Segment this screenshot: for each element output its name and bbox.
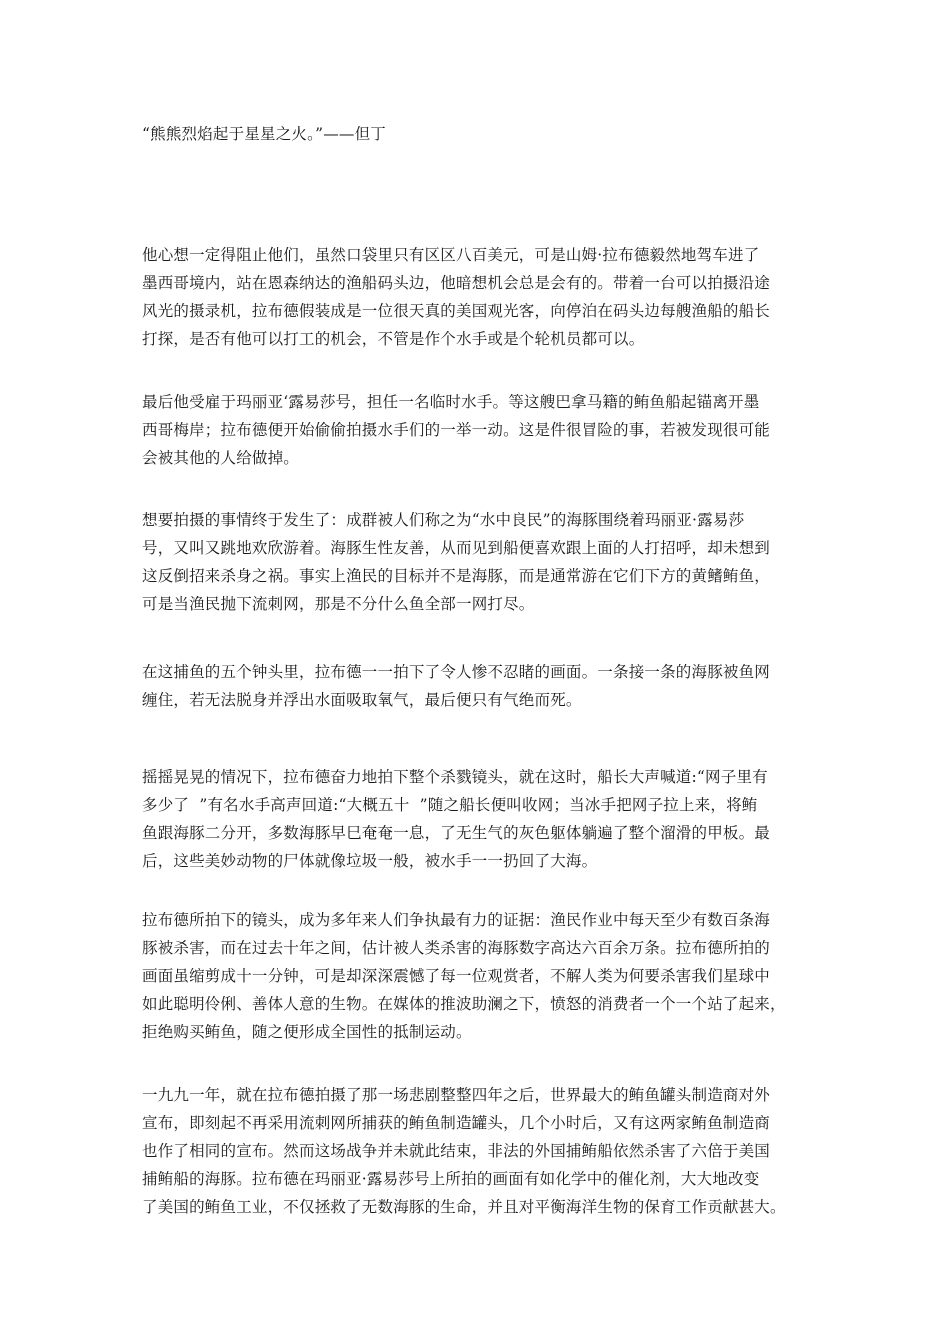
paragraph-4: 在这捕鱼的五个钟头里，拉布德一一拍下了令人惨不忍睹的画面。一条接一条的海豚被鱼网 缠住，若无法脱身并浮出水面吸取氧气，最后便只有气绝而死。	[142, 663, 771, 709]
paragraph-1: 他心想一定得阻止他们，虽然口袋里只有区区八百美元，可是山姆·拉布德毅然地驾车进了 墨西哥境内，站在恩森纳达的渔船码头边，他暗想机会总是会有的。带着一台可以拍摄沿途 风光的摄录机，拉布德假装成是一位很天真的美国观光客，向停泊在码头边每艘渔船的船长 打探，是否有他可以打工的机会，不管是作个水手或是个轮机员都可以。	[142, 246, 771, 348]
paragraph-7: 一九九一年，就在拉布德拍摄了那一场悲剧整整四年之后，世界最大的鲔鱼罐头制造商对外 宣布，即刻起不再采用流刺网所捕获的鲔鱼制造罐头，几个小时后，又有这两家鲔鱼制造商 也作了相同的宣布。然而这场战争并未就此结束，非法的外国捕鲔船依然杀害了六倍于美国 捕鲔船的海豚。拉布德在玛丽亚·露易莎号上所拍的画面有如化学中的催化剂，大大地改变 了美国的鲔鱼工业，不仅拯救了无数海豚的生命，并且对平衡海洋生物的保育工作贡献甚大。	[142, 1086, 786, 1216]
paragraph-6: 拉布德所拍下的镜头，成为多年来人们争执最有力的证据：渔民作业中每天至少有数百条海 豚被杀害，而在过去十年之间，估计被人类杀害的海豚数字高达六百余万条。拉布德所拍的 画面虽缩剪成十一分钟，可是却深深震憾了每一位观赏者，不解人类为何要杀害我们星球中 如此聪明伶俐、善体人意的生物。在媒体的推波助澜之下，愤怒的消费者一个一个站了起来， 拒绝购买鲔鱼，随之便形成全国性的抵制运动。	[142, 911, 786, 1041]
paragraph-5: 摇摇晃晃的情况下，拉布德奋力地拍下整个杀戮镜头，就在这时，船长大声喊道:“网子里有 多少了 ”有名水手高声回道:“大概五十 ”随之船长便叫收网；当冰手把网子拉上来，将鲔 鱼跟海豚二分开，多数海豚早巳奄奄一息，了无生气的灰色躯体躺遍了整个溜滑的甲板。最 后，这些美妙动物的尸体就像垃圾一般，被水手一一扔回了大海。	[142, 768, 771, 870]
paragraph-2: 最后他受雇于玛丽亚‘露易莎号，担任一名临时水手。等这艘巴拿马籍的鲔鱼船起锚离开墨 西哥梅岸；拉布德便开始偷偷拍摄水手们的一举一动。这是件很冒险的事，若被发现很可能 会被其他的人给做掉。	[142, 393, 771, 467]
paragraph-3: 想要拍摄的事情终于发生了：成群被人们称之为“水中良民”的海豚围绕着玛丽亚·露易莎 号，又叫又跳地欢欣游着。海豚生性友善，从而见到船便喜欢跟上面的人打招呼，却未想到 这反倒招来杀身之祸。事实上渔民的目标并不是海豚，而是通常游在它们下方的黄鳍鲔鱼， 可是当渔民抛下流刺网，那是不分什么鱼全部一网打尽。	[142, 511, 771, 613]
epigraph-quote: “熊熊烈焰起于星星之火。”——但丁	[142, 125, 386, 143]
